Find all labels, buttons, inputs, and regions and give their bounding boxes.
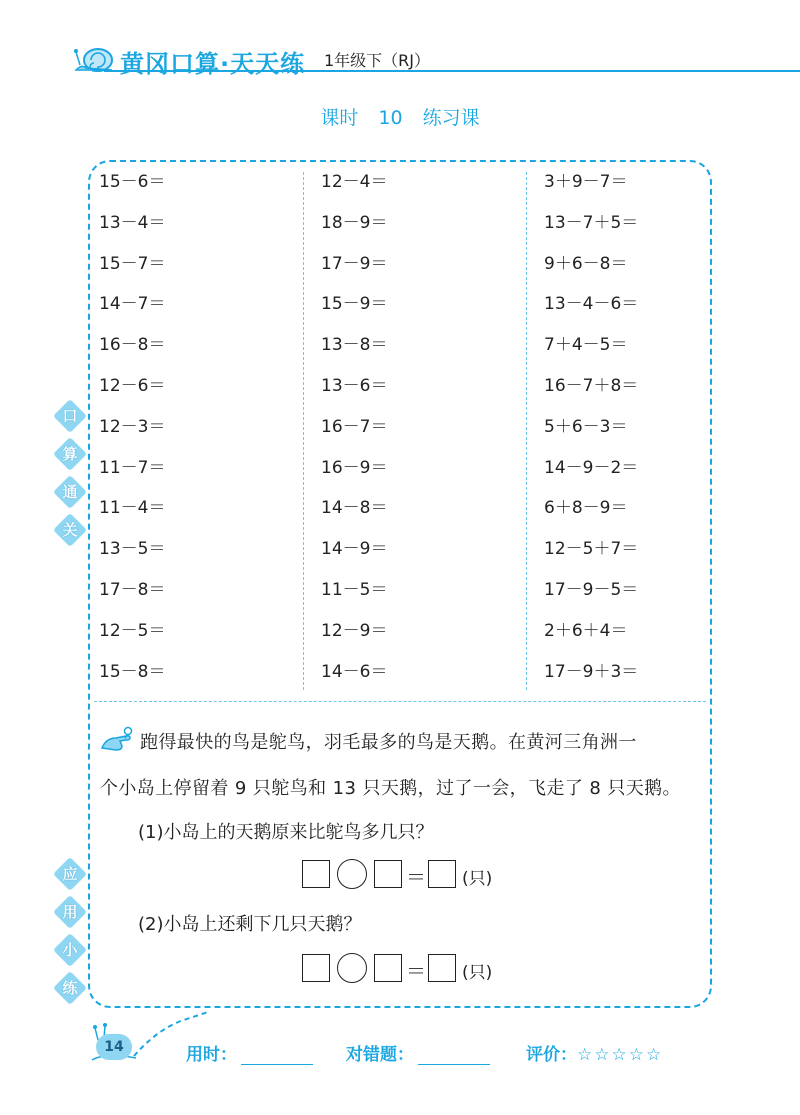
equation: 13－8＝	[321, 335, 388, 356]
equation: 6＋8－9＝	[544, 498, 628, 519]
grade-label: 1年级下（RJ）	[324, 51, 431, 70]
equation: 3＋9－7＝	[544, 172, 628, 192]
time-blank[interactable]	[241, 1050, 313, 1065]
equation: 14－9＝	[321, 539, 388, 560]
equation: 13－5＝	[99, 539, 166, 560]
equation: 9＋6－8＝	[544, 253, 628, 274]
header-rule	[104, 70, 800, 72]
equation: 12－4＝	[321, 172, 388, 192]
time-spent-field[interactable]	[186, 1040, 313, 1065]
equation: 16－9＝	[321, 457, 388, 478]
answer-row-2	[302, 954, 522, 984]
equation: 7＋4－5＝	[544, 335, 628, 356]
side-label-char: 通	[62, 483, 78, 501]
answer-box[interactable]	[302, 954, 330, 982]
lesson-title: 课时 10 练习课	[320, 107, 480, 129]
answer-row-1	[302, 860, 522, 890]
section-divider	[94, 701, 706, 702]
equation: 15－9＝	[321, 294, 388, 315]
column-divider	[303, 172, 304, 690]
equation: 17－8＝	[99, 579, 166, 600]
equation-column-2	[321, 170, 387, 700]
equation: 12－3＝	[99, 416, 166, 437]
equation: 12－5＝	[99, 620, 166, 641]
equation: 12－6＝	[99, 375, 166, 396]
equals-sign: ＝	[406, 959, 426, 983]
question-2: (2)小岛上还剩下几只天鹅？	[138, 914, 362, 935]
equation: 14－7＝	[99, 294, 166, 315]
answer-box[interactable]	[374, 954, 402, 982]
column-divider	[526, 172, 527, 690]
equation: 17－9＋3＝	[544, 661, 639, 682]
rating-label: 评价：	[526, 1045, 577, 1065]
equals-sign: ＝	[406, 865, 426, 889]
equation-column-3	[544, 170, 638, 700]
errors-label: 对错题：	[346, 1045, 414, 1065]
equation: 14－9－2＝	[544, 457, 639, 478]
time-label: 用时：	[186, 1045, 237, 1065]
errors-field[interactable]	[346, 1040, 490, 1065]
equation: 16－7＝	[321, 416, 388, 437]
equation: 17－9＝	[321, 253, 388, 274]
rating-stars-icon[interactable]: ☆☆☆☆☆	[577, 1045, 664, 1065]
side-label-oral-calc	[58, 404, 82, 556]
side-label-char: 口	[62, 407, 78, 425]
answer-box[interactable]	[374, 860, 402, 888]
equation: 11－5＝	[321, 579, 388, 600]
answer-box[interactable]	[428, 860, 456, 888]
equation: 14－6＝	[321, 661, 388, 682]
equation: 17－9－5＝	[544, 579, 639, 600]
equation: 16－7＋8＝	[544, 375, 639, 396]
equation: 18－9＝	[321, 212, 388, 233]
equation: 12－5＋7＝	[544, 539, 639, 560]
equation: 5＋6－3＝	[544, 416, 628, 437]
equation: 13－7＋5＝	[544, 212, 639, 233]
side-label-application	[58, 862, 82, 1014]
brand-title: 黄冈口算·天天练	[120, 50, 306, 78]
equation: 15－6＝	[99, 172, 166, 192]
rating-field	[526, 1040, 663, 1065]
question-1: (1)小岛上的天鹅原来比鸵鸟多几只？	[138, 822, 434, 843]
side-label-char: 练	[62, 979, 78, 997]
side-label-char: 关	[62, 521, 78, 539]
unit-label: (只)	[462, 869, 493, 889]
answer-box[interactable]	[428, 954, 456, 982]
pointing-hand-icon	[100, 726, 136, 752]
problem-text-line: 个小岛上停留着 9 只鸵鸟和 13 只天鹅，过了一会，飞走了 8 只天鹅。	[100, 778, 681, 799]
side-label-char: 小	[62, 941, 78, 959]
problem-text-line: 跑得最快的鸟是鸵鸟，羽毛最多的鸟是天鹅。在黄河三角洲一	[140, 732, 637, 753]
equation: 15－8＝	[99, 661, 166, 682]
operator-circle[interactable]	[337, 859, 367, 889]
operator-circle[interactable]	[337, 953, 367, 983]
equation: 13－4－6＝	[544, 294, 639, 315]
errors-blank[interactable]	[418, 1050, 490, 1065]
side-label-char: 算	[62, 445, 78, 463]
page-number: 14	[96, 1034, 132, 1060]
equation: 13－6＝	[321, 375, 388, 396]
equation: 14－8＝	[321, 498, 388, 519]
equation-column-1	[99, 170, 165, 700]
snail-logo-icon	[72, 38, 122, 74]
side-label-char: 用	[62, 903, 78, 921]
equation: 12－9＝	[321, 620, 388, 641]
equation: 11－4＝	[99, 498, 166, 519]
equation: 13－4＝	[99, 212, 166, 233]
equation: 2＋6＋4＝	[544, 620, 628, 641]
side-label-char: 应	[62, 865, 78, 883]
equation: 16－8＝	[99, 335, 166, 356]
equation: 11－7＝	[99, 457, 166, 478]
equation: 15－7＝	[99, 253, 166, 274]
answer-box[interactable]	[302, 860, 330, 888]
unit-label: (只)	[462, 963, 493, 983]
